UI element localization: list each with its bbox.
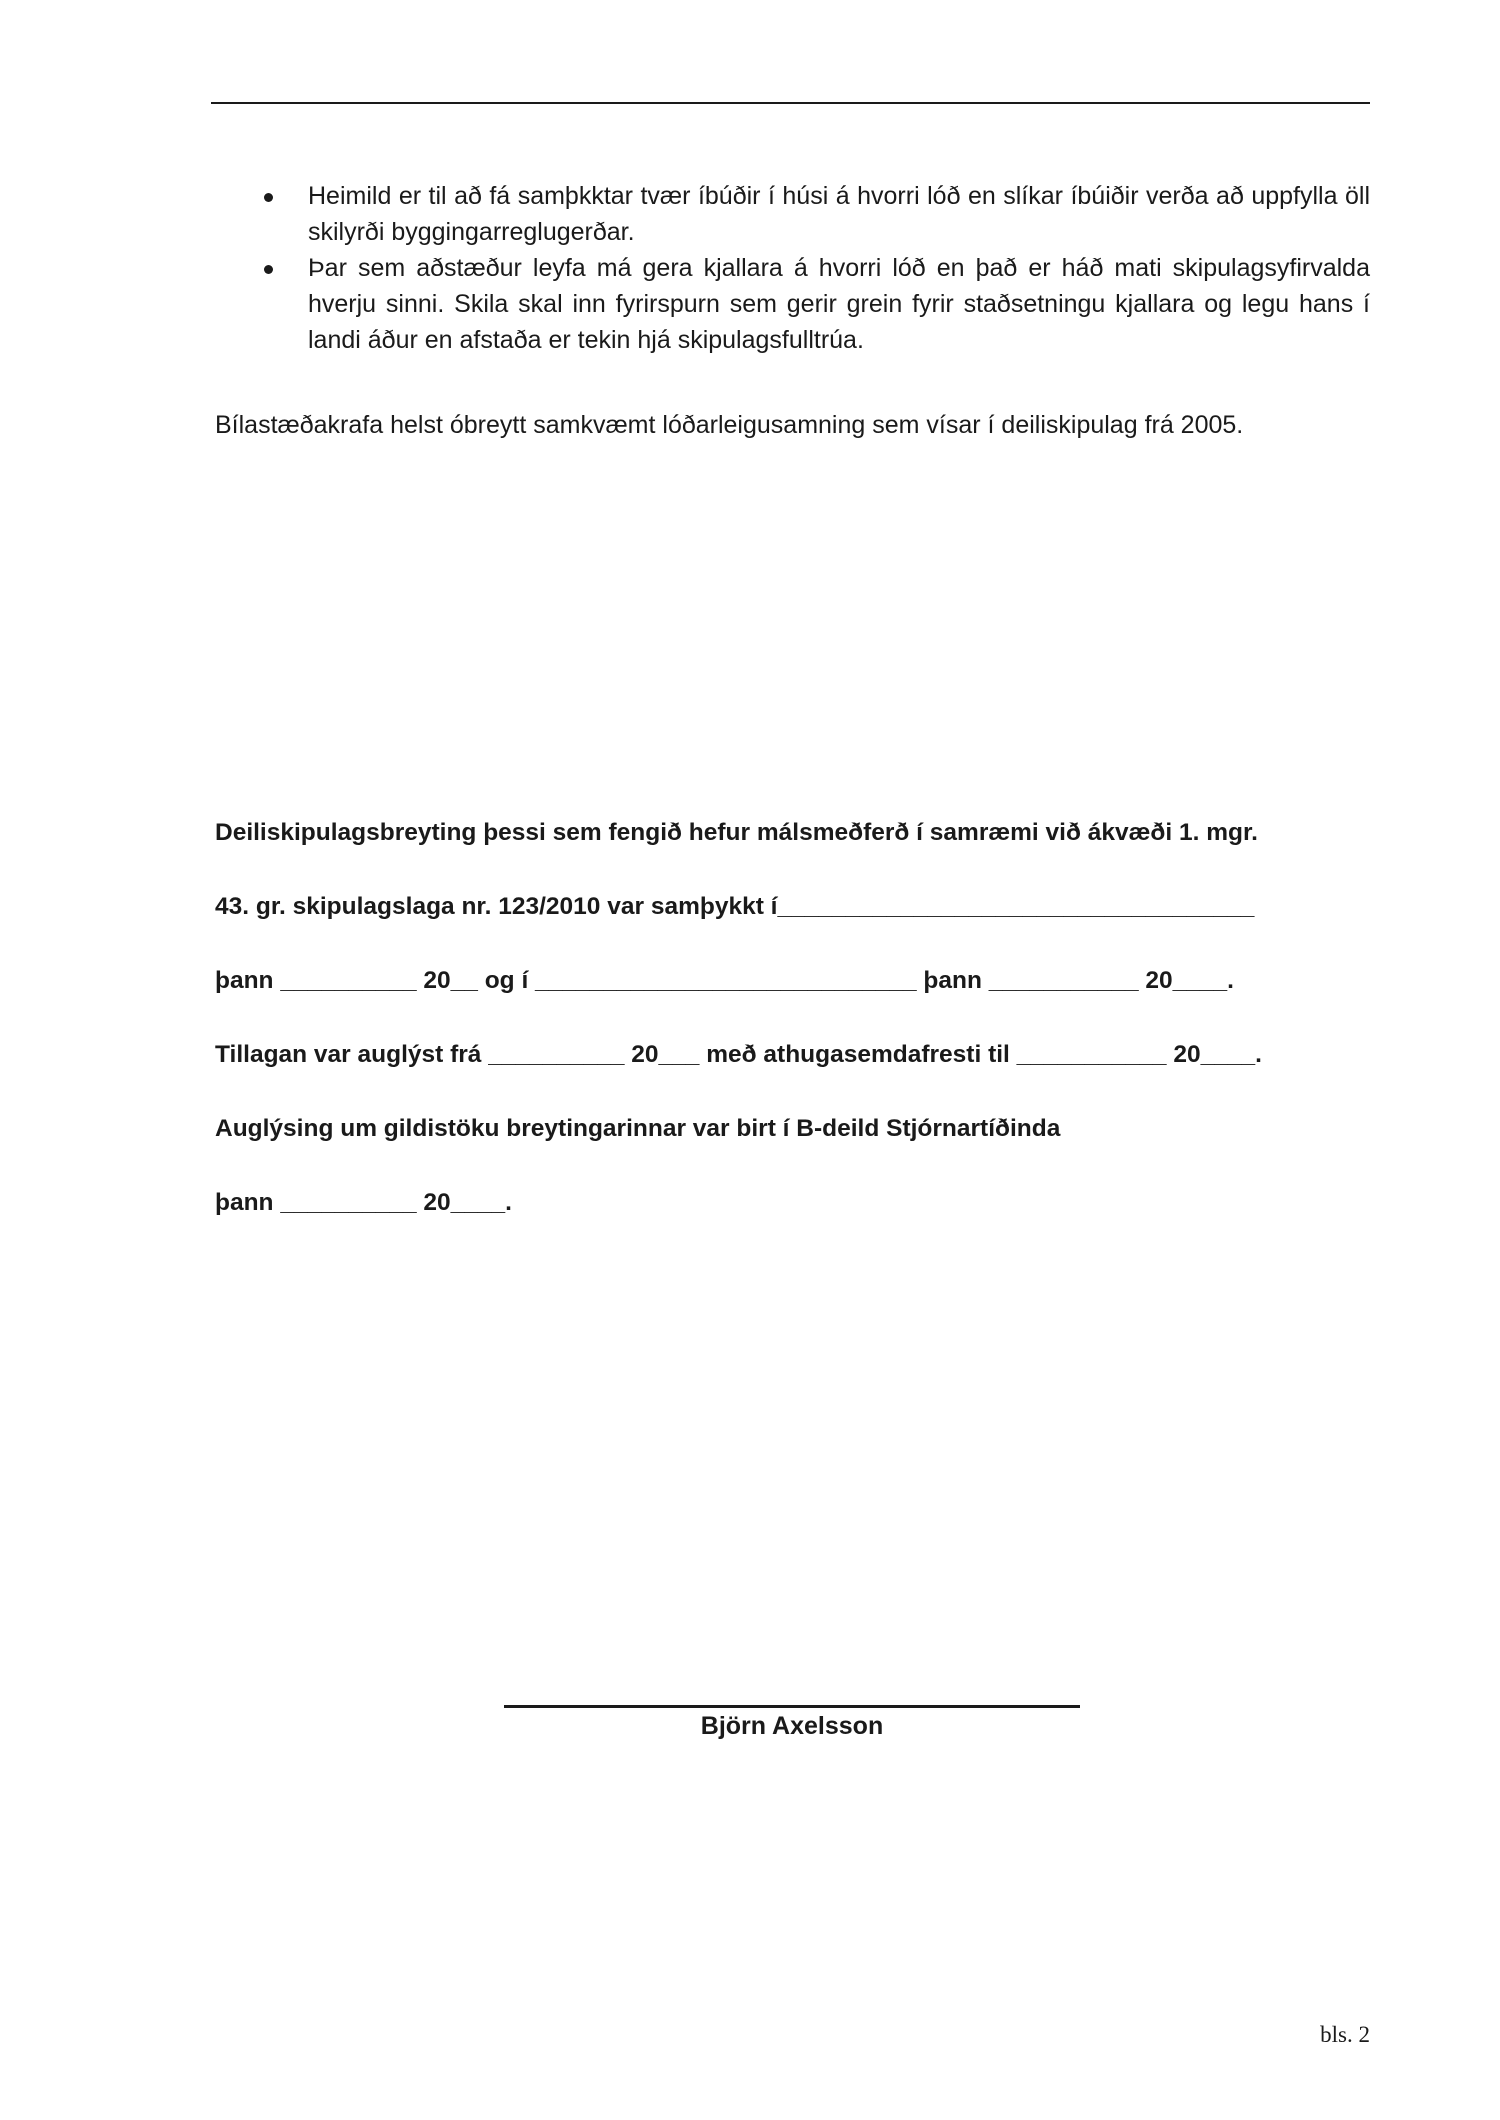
page-number: bls. 2 — [1320, 2022, 1370, 2047]
header-rule — [211, 102, 1370, 104]
approval-line: Auglýsing um gildistöku breytingarinnar var birt í B-deild Stjórnartíðinda — [215, 1115, 1061, 1142]
conditions-list — [258, 178, 1370, 358]
approval-line: Tillagan var auglýst frá __________ 20___ með athugasemdafresti til ___________ 20____. — [215, 1041, 1262, 1068]
approval-block — [215, 815, 1385, 1259]
approval-line: þann __________ 20____. — [215, 1189, 512, 1216]
parking-paragraph: Bílastæðakrafa helst óbreytt samkvæmt lóðarleigusamning sem vísar í deiliskipulag frá 2005. — [215, 411, 1244, 439]
bullet-icon — [264, 265, 273, 274]
approval-line: þann __________ 20__ og í ____________________________ þann ___________ 20____. — [215, 967, 1234, 994]
list-item — [258, 250, 1370, 358]
list-item-text: Heimild er til að fá samþkktar tvær íbúðir í húsi á hvorri lóð en slíkar íbúiðir verða að uppfylla öll skilyrði byggingarreglugerðar. — [308, 182, 1370, 246]
approval-line: 43. gr. skipulagslaga nr. 123/2010 var samþykkt í___________________________________ — [215, 893, 1255, 920]
list-item — [258, 178, 1370, 250]
list-item-text: Þar sem aðstæður leyfa má gera kjallara á hvorri lóð en það er háð mati skipulagsyfirvalda hverju sinni. Skila skal inn fyrirspurn sem gerir grein fyrir staðsetningu kjallara og legu hans í landi áður en afstaða er tekin hjá skipulagsfulltrúa. — [308, 254, 1370, 354]
signatory-name: Björn Axelsson — [700, 1712, 884, 1740]
approval-line: Deiliskipulagsbreyting þessi sem fengið hefur málsmeðferð í samræmi við ákvæði 1. mgr. — [215, 819, 1258, 846]
bullet-icon — [264, 193, 273, 202]
